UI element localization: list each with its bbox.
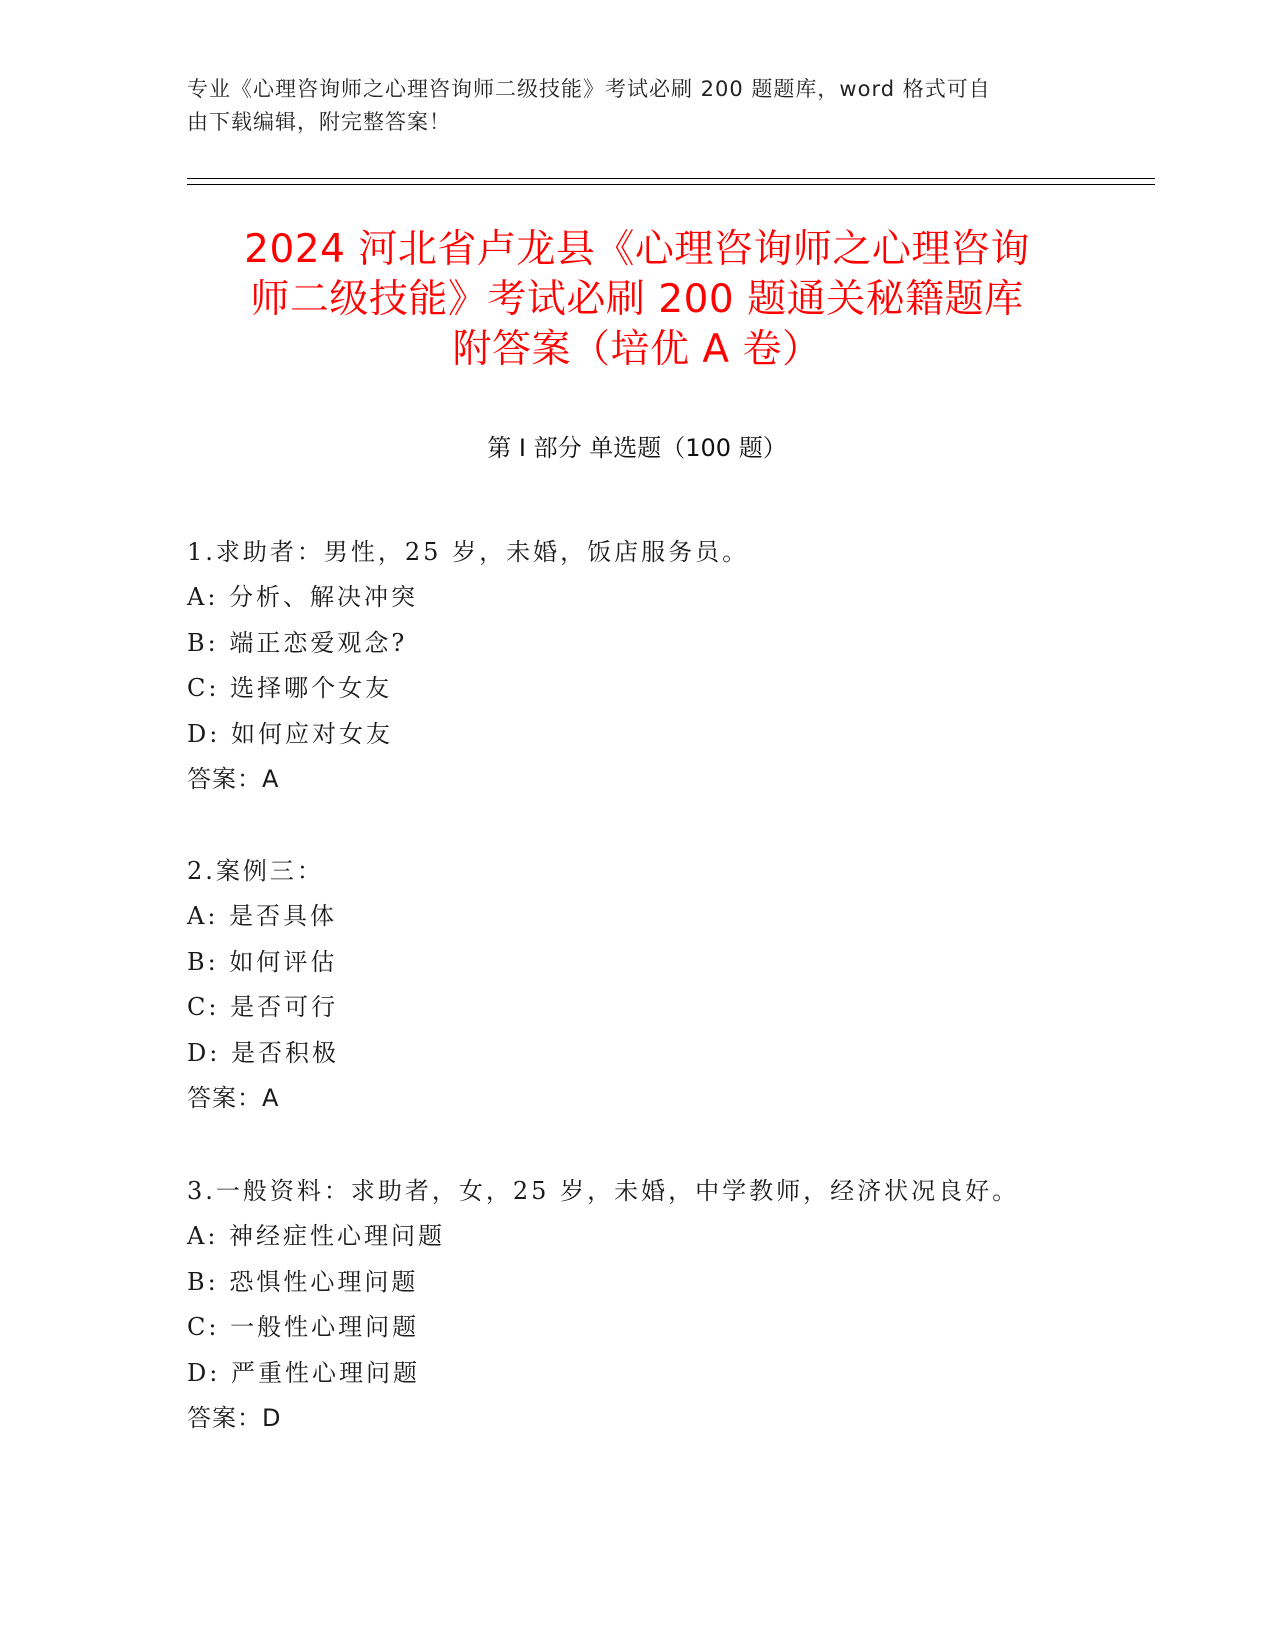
question-stem: 1.求助者：男性，25 岁，未婚，饭店服务员。 (187, 538, 750, 566)
answer: 答案：D (187, 1403, 282, 1432)
document-title (187, 225, 1087, 375)
question-1 (187, 530, 1147, 802)
option-b: B: 如何评估 (187, 947, 338, 976)
intro-line-2: 由下载编辑，附完整答案！ (187, 110, 451, 134)
question-stem: 2.案例三： (187, 857, 324, 885)
question-stem: 3.一般资料：求助者，女，25 岁，未婚，中学教师，经济状况良好。 (187, 1177, 1020, 1205)
question-2 (187, 849, 1147, 1121)
question-3 (187, 1169, 1147, 1441)
option-d: D: 如何应对女友 (187, 719, 393, 748)
title-line-3: 附答案（培优 A 卷） (452, 327, 822, 372)
option-d: D: 严重性心理问题 (187, 1358, 420, 1387)
option-d: D: 是否积极 (187, 1038, 339, 1067)
option-a: A: 是否具体 (187, 902, 338, 931)
answer: 答案：A (187, 764, 280, 793)
answer: 答案：A (187, 1083, 280, 1112)
header-rule-bottom (187, 184, 1155, 185)
header-rule-top (187, 178, 1155, 179)
option-b: B: 端正恋爱观念? (187, 628, 408, 657)
option-c: C: 是否可行 (187, 993, 339, 1022)
option-a: A: 分析、解决冲突 (187, 583, 419, 612)
document-intro (187, 73, 1067, 139)
option-c: C: 选择哪个女友 (187, 674, 393, 703)
title-line-2: 师二级技能》考试必刷 200 题通关秘籍题库 (250, 277, 1024, 322)
title-line-1: 2024 河北省卢龙县《心理咨询师之心理咨询 (244, 227, 1030, 272)
option-a: A: 神经症性心理问题 (187, 1222, 446, 1251)
intro-line-1: 专业《心理咨询师之心理咨询师二级技能》考试必刷 200 题题库，word 格式可自 (187, 77, 991, 101)
section-heading: 第 I 部分 单选题（100 题） (487, 434, 787, 462)
option-b: B: 恐惧性心理问题 (187, 1267, 419, 1296)
option-c: C: 一般性心理问题 (187, 1313, 420, 1342)
